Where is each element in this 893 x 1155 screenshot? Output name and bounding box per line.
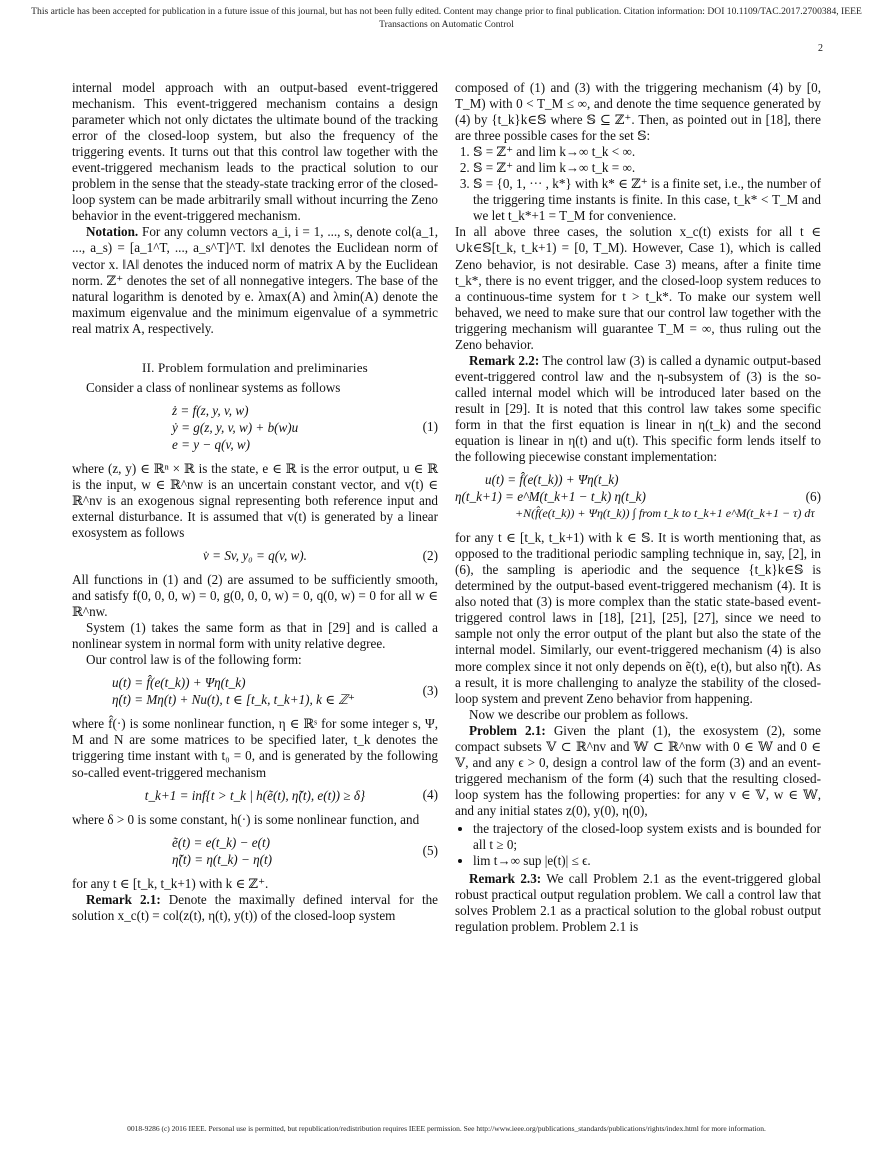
- control-law-intro: Our control law is of the following form:: [86, 652, 302, 668]
- interval-paragraph: for any t ∈ [t_k, t_k+1) with k ∈ ℤ⁺.: [72, 875, 269, 891]
- eq1-number: (1): [422, 419, 438, 435]
- eq2-number: (2): [422, 547, 438, 563]
- system-intro: Consider a class of nonlinear systems as follows: [86, 379, 341, 395]
- equation-4: [72, 787, 438, 804]
- eq6-line-2: η(t_k+1) = e^M(t_k+1 − t_k) η(t_k): [455, 489, 646, 505]
- remark-2-1-text: Denote the maximally defined interval for the solution x_c(t) = col(z(t), η(t), y(t)) of the closed-loop system: [72, 891, 438, 923]
- cases-list: [455, 144, 821, 224]
- eq5-line-2: η̃(t) = η(t_k) − η(t): [172, 851, 273, 867]
- remark-2-2: [455, 353, 821, 465]
- remark-2-2-label: Remark 2.2:: [469, 352, 540, 368]
- cases-intro: composed of (1) and (3) with the triggering mechanism (4) by [0, T_M) with 0 < T_M ≤ ∞, and denote the time sequence generated by (4) by {t_k}k∈𝕊 where 𝕊 ⊆ ℤ⁺. Then, as pointed out in [18], there are three possible cases for the set 𝕊:: [455, 80, 821, 144]
- eq3-line-2: η̇(t) = Mη(t) + Nu(t), t ∈ [t_k, t_k+1), k ∈ ℤ⁺: [112, 692, 355, 708]
- journal-banner: [20, 6, 873, 31]
- equation-5: [72, 834, 438, 868]
- control-law-description: where f̂(·) is some nonlinear function, η ∈ ℝˢ for some integer s, Ψ, M and N are some matrices to be specified later, t_k denotes the triggering time instant with t₀ = 0, and is generated by the following so-called event-triggered mechanism: [72, 716, 438, 780]
- section-heading: II. Problem formulation and preliminaries: [142, 359, 368, 375]
- eq5-number: (5): [422, 842, 438, 858]
- case-3: 3. 𝕊 = {0, 1, ··· , k*} with k* ∈ ℤ⁺ is a finite set, i.e., the number of the triggering time instants is finite. In this case, t_k* < T_M and we let t_k*+1 = T_M for convenience.: [473, 176, 821, 224]
- eq1-line-2: ẏ = g(z, y, v, w) + b(w)u: [172, 419, 299, 435]
- eq4-line: t_k+1 = inf{t > t_k | h(ẽ(t), η̃(t), e(t)) ≥ δ}: [144, 787, 366, 803]
- eq1-line-3: e = y − q(v, w): [172, 436, 251, 452]
- eq4-number: (4): [422, 787, 438, 803]
- delta-paragraph: where δ > 0 is some constant, h(·) is some nonlinear function, and: [72, 811, 420, 827]
- remark-2-1: [72, 892, 438, 924]
- remark-2-2-text: The control law (3) is called a dynamic output-based event-triggered control law and the η-subsystem of (3) is the so-called internal model which will be introduced later based on the result in [29]. It is noted that this control law takes some specific form in that the first equation is linear in η(t_k) and the second equation is linear in η(t) and u(t). This specific form lends itself to the following piecewise constant implementation:: [455, 352, 821, 465]
- problem-intro: Now we describe our problem as follows.: [469, 706, 689, 722]
- smoothness-paragraph: All functions in (1) and (2) are assumed to be sufficiently smooth, and satisfy f(0, 0, 0, w) = 0, g(0, 0, 0, w) = 0, q(0, w) = 0 for all w ∈ ℝ^nw.: [72, 572, 438, 620]
- state-description: where (z, y) ∈ ℝⁿ × ℝ is the state, e ∈ ℝ is the error output, u ∈ ℝ is the input, w ∈ ℝ^nw is an uncertain constant vector, and v(t) ∈ ℝ^nv is an exogenous signal representing both reference input and external disturbance. It is assumed that v(t) is generated by a linear exosystem as follows: [72, 460, 438, 541]
- eq6-number: (6): [805, 488, 821, 504]
- remark-2-3: [455, 871, 821, 935]
- page-number: 2: [818, 43, 823, 54]
- eq6-line-1: u(t) = f̂(e(t_k)) + Ψη(t_k): [485, 472, 619, 488]
- problem-2-1-label: Problem 2.1:: [469, 722, 546, 738]
- cases-discussion: In all above three cases, the solution x_c(t) exists for all t ∈ ∪k∈𝕊[t_k, t_k+1) = [0, T_M). However, Case 1), which is called Zeno behavior, is not desirable. Case 3) means, after a finite time t_k*, there is no event trigger, and the closed-loop system reduces to a continuous-time system for t > t_k*. To make our system well behaved, we need to make sure that our control law together with the triggering mechanism will guarantee T_M = ∞, thus ruling out the Zeno behavior.: [455, 224, 821, 352]
- problem-2-1-text: Given the plant (1), the exosystem (2), some compact subsets 𝕍 ⊂ ℝ^nv and 𝕎 ⊂ ℝ^nw with 0 ∈ 𝕎 and 0 ∈ 𝕍, and any ϵ > 0, design a control law of the form (3) and an event-triggered mechanism of the form (4) such that the resulting closed-loop system has the following properties: for any v ∈ 𝕍, w ∈ 𝕎, and any initial states z(0), y(0), η(0),: [455, 722, 821, 818]
- property-2: • lim t→∞ sup |e(t)| ≤ ϵ.: [473, 853, 821, 869]
- banner-line-2: Transactions on Automatic Control: [379, 18, 514, 30]
- intro-paragraph: internal model approach with an output-based event-triggered mechanism. This event-triggered mechanism contains a design parameter which not only dictates the ultimate bound of the tracking error of the closed-loop system, but also the frequency of the triggering events. It turns out that this control law together with the event-triggered mechanism leads to the practical solution to our problem in the sense that the steady-state tracking error of the closed-loop system can be made arbitrarily small without incurring the Zeno behavior in the event-triggered mechanism.: [72, 80, 438, 224]
- case-1: 1. 𝕊 = ℤ⁺ and lim k→∞ t_k < ∞.: [473, 144, 821, 160]
- case-2: 2. 𝕊 = ℤ⁺ and lim k→∞ t_k = ∞.: [473, 160, 821, 176]
- eq2-line: v̇ = Sv, y₀ = q(v, w).: [203, 548, 307, 564]
- remark-2-3-text: We call Problem 2.1 as the event-triggered global robust practical output regulation problem. We call a control law that solves Problem 2.1 as a practical solution to the global robust output regulation problem. Problem 2.1 is: [455, 871, 821, 935]
- left-column: [72, 80, 438, 924]
- equation-3: [72, 674, 438, 708]
- remark-2-3-label: Remark 2.3:: [469, 871, 542, 887]
- eq5-line-1: ẽ(t) = e(t_k) − e(t): [172, 834, 270, 850]
- sampling-discussion: for any t ∈ [t_k, t_k+1) with k ∈ 𝕊. It is worth mentioning that, as opposed to the traditional periodic sampling technique in, say, [2], in (6), the sampling is aperiodic and the sequence {t_k}k∈𝕊 is determined by the output-based event-triggered mechanism (4). It is also noted that (3) is more complex than the static state-based event-triggered control laws in [18], [21], [25], [27], since we need to sample not only the error output of the plant but also the state of the internal model. Similarly, our event-triggered mechanism (4) is also more complex since it not only depends on ẽ(t), e(t), but also η̃(t). As a result, it is more challenging to analyze the stability of the closed-loop system and prevent Zeno behavior from happening.: [455, 530, 821, 706]
- equation-2: [72, 547, 438, 564]
- equation-6: [455, 471, 821, 522]
- equation-1: [72, 402, 438, 453]
- eq3-line-1: u(t) = f̂(e(t_k)) + Ψη(t_k): [112, 675, 246, 691]
- eq1-line-1: ż = f(z, y, v, w): [172, 402, 249, 418]
- remark-2-1-label: Remark 2.1:: [86, 891, 161, 907]
- normal-form-paragraph: System (1) takes the same form as that in [29] and is called a nonlinear system in normal form with unity relative degree.: [72, 620, 438, 652]
- notation-paragraph: [72, 224, 438, 336]
- banner-line-1: This article has been accepted for publication in a future issue of this journal, but has not been fully edited. Content may change prior to final publication. Citation information: DOI 10.1109/TAC.2017.2700384, IEEE: [31, 6, 862, 17]
- copyright-footer: 0018-9286 (c) 2016 IEEE. Personal use is permitted, but republication/redistribution requires IEEE permission. See http://www.ieee.org/publications_standards/publications/rights/index.html for more information.: [127, 1124, 766, 1133]
- eq3-number: (3): [422, 683, 438, 699]
- notation-label: Notation.: [86, 224, 139, 240]
- right-column: [455, 80, 821, 935]
- properties-list: [455, 821, 821, 869]
- notation-text: For any column vectors a_i, i = 1, ..., s, denote col(a_1, ..., a_s) = [a_1^T, ..., a_s^T]^T. ‖x‖ denotes the Euclidean norm of vector x. ‖A‖ denotes the induced norm of matrix A by the Euclidean norm. ℤ⁺ denotes the set of all nonnegative integers. The base of the natural logarithm is denoted by e. λmax(A) and λmin(A) denote the maximum eigenvalue and the minimum eigenvalue of a symmetric real matrix A, respectively.: [72, 224, 438, 336]
- problem-2-1: [455, 723, 821, 819]
- property-1: • the trajectory of the closed-loop system exists and is bounded for all t ≥ 0;: [473, 821, 821, 853]
- eq6-line-3: +N(f̂(e(t_k)) + Ψη(t_k)) ∫ from t_k to t_k+1 e^M(t_k+1 − τ) dτ: [515, 506, 815, 521]
